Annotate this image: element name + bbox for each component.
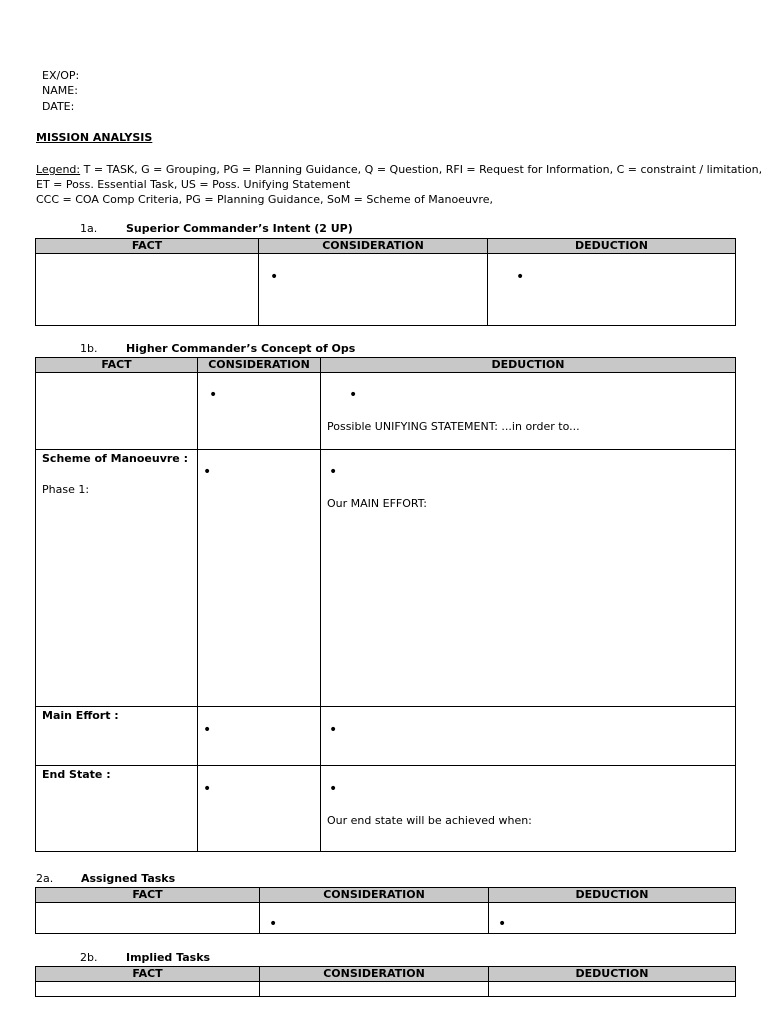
consideration-cell[interactable] (198, 373, 321, 450)
bullet: • (329, 781, 338, 797)
exop-label: EX/OP: (42, 69, 80, 82)
consideration-header: CONSIDERATION (260, 888, 489, 903)
legend-line-1-text: T = TASK, G = Grouping, PG = Planning Guidance, Q = Question, RFI = Request for Information, C = constraint / limitation, (83, 163, 763, 176)
bullet: • (269, 916, 278, 932)
fact-header: FACT (36, 358, 198, 373)
deduction-header: DEDUCTION (488, 239, 736, 254)
deduction-cell[interactable] (489, 903, 736, 934)
section-2b-title: Implied Tasks (126, 951, 211, 964)
table-2b (35, 966, 736, 997)
fact-header: FACT (36, 888, 260, 903)
consideration-header: CONSIDERATION (260, 967, 489, 982)
legend-line-3: CCC = COA Comp Criteria, PG = Planning Guidance, SoM = Scheme of Manoeuvre, (36, 193, 493, 206)
main-effort-text: Our MAIN EFFORT: (327, 497, 427, 510)
consideration-cell[interactable] (259, 254, 488, 326)
fact-cell[interactable] (36, 982, 260, 997)
bullet: • (349, 387, 358, 403)
section-1b-number: 1b. (80, 342, 98, 355)
phase-1-label: Phase 1: (42, 483, 90, 496)
deduction-cell[interactable] (321, 707, 736, 766)
deduction-cell[interactable] (321, 373, 736, 450)
deduction-header: DEDUCTION (321, 358, 736, 373)
table-1a (35, 238, 736, 326)
bullet: • (203, 722, 212, 738)
fact-cell[interactable] (36, 766, 198, 852)
deduction-cell[interactable] (321, 450, 736, 707)
deduction-cell[interactable] (488, 254, 736, 326)
scheme-of-manoeuvre-label: Scheme of Manoeuvre : (42, 452, 188, 465)
consideration-header: CONSIDERATION (259, 239, 488, 254)
section-2a-title: Assigned Tasks (81, 872, 176, 885)
bullet: • (329, 464, 338, 480)
fact-cell[interactable] (36, 903, 260, 934)
bullet: • (516, 269, 525, 285)
bullet: • (209, 387, 218, 403)
section-1b-title: Higher Commander’s Concept of Ops (126, 342, 356, 355)
bullet: • (498, 916, 507, 932)
main-effort-label: Main Effort : (42, 709, 119, 722)
table-1b (35, 357, 736, 852)
table-2a (35, 887, 736, 934)
section-2b-number: 2b. (80, 951, 98, 964)
deduction-cell[interactable] (321, 766, 736, 852)
deduction-cell[interactable] (489, 982, 736, 997)
section-1a-title: Superior Commander’s Intent (2 UP) (126, 222, 353, 235)
section-2a-number: 2a. (36, 872, 54, 885)
consideration-cell[interactable] (260, 982, 489, 997)
fact-cell[interactable] (36, 707, 198, 766)
deduction-header: DEDUCTION (489, 967, 736, 982)
legend-line-1 (36, 162, 762, 177)
end-state-text: Our end state will be achieved when: (327, 814, 532, 827)
consideration-cell[interactable] (198, 450, 321, 707)
consideration-cell[interactable] (198, 766, 321, 852)
bullet: • (203, 781, 212, 797)
section-1a-number: 1a. (80, 222, 98, 235)
bullet: • (270, 269, 279, 285)
page-title: MISSION ANALYSIS (36, 131, 153, 144)
consideration-header: CONSIDERATION (198, 358, 321, 373)
deduction-header: DEDUCTION (489, 888, 736, 903)
legend-label: Legend: (36, 163, 81, 176)
fact-cell[interactable] (36, 450, 198, 707)
legend-line-2: ET = Poss. Essential Task, US = Poss. Unifying Statement (36, 178, 351, 191)
unifying-statement-text: Possible UNIFYING STATEMENT: ...in order to... (327, 420, 580, 433)
end-state-label: End State : (42, 768, 111, 781)
bullet: • (329, 722, 338, 738)
consideration-cell[interactable] (198, 707, 321, 766)
consideration-cell[interactable] (260, 903, 489, 934)
legend (36, 162, 762, 207)
name-label: NAME: (42, 84, 78, 97)
fact-header: FACT (36, 967, 260, 982)
date-label: DATE: (42, 100, 75, 113)
fact-header: FACT (36, 239, 259, 254)
fact-cell[interactable] (36, 254, 259, 326)
fact-cell[interactable] (36, 373, 198, 450)
bullet: • (203, 464, 212, 480)
